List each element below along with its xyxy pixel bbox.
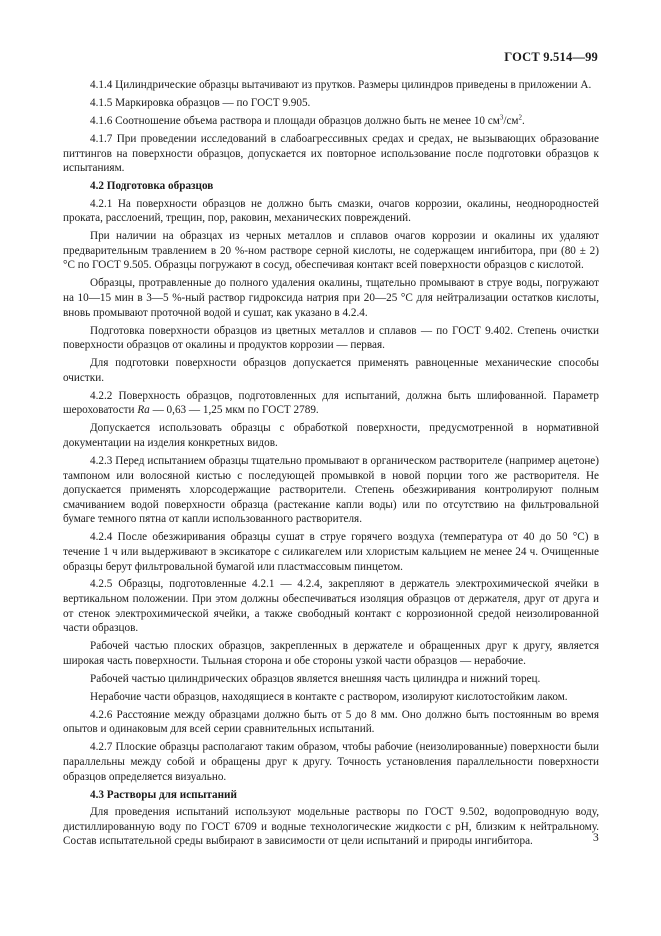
p416-sup-3: 3 [499,113,504,122]
paragraph-4-2-1: 4.2.1 На поверхности образцов не должно быть смазки, очагов коррозии, окалины, неоднородностей проката, расслоений, трещин, пор, раковин, механических повреждений. [63,197,599,225]
document-body [63,78,599,852]
paragraph-4-1-4: 4.1.4 Цилиндрические образцы вытачивают из прутков. Размеры цилиндров приведены в приложении А. [90,79,592,91]
p416-text: 4.1.6 Соотношение объема раствора и площади образцов должно быть не менее 10 см [90,114,500,127]
paragraph-4-2-6: 4.2.6 Расстояние между образцами должно быть от 5 до 8 мм. Оно должно быть постоянным во время опытов и одинаковым для всей серии сравнительных испытаний. [63,708,599,736]
p416-sup-2: 2 [518,113,523,122]
section-heading-4-2: 4.2 Подготовка образцов [90,180,214,193]
p416-end: . [522,114,525,127]
paragraph-4-2-5-c: Рабочей частью цилиндрических образцов является внешняя часть цилиндра и нижний торец. [90,672,541,685]
paragraph-4-2-1-c: Образцы, протравленные до полного удаления окалины, тщательно промывают в струе воды, погружают на 10—15 мин в 3—5 %-ный раствор гидроксида натрия при 20—25 °С для нейтрализации остатков кислоты, вновь промывают проточной водой и сушат, как указано в 4.2.4. [63,277,599,319]
section-heading-4-3: 4.3 Растворы для испытаний [90,788,237,801]
paragraph-4-2-5-b: Рабочей частью плоских образцов, закрепленных в держателе и обращенных друг к другу, является широкая часть поверхности. Тыльная сторона и обе стороны узкой части образцов — нерабочие. [63,640,599,667]
paragraph-4-1-6 [63,114,599,129]
paragraph-4-2-1-d: Подготовка поверхности образцов из цветных металлов и сплавов — по ГОСТ 9.402. Степень очистки поверхности образцов от окалины и продуктов коррозии — первая. [63,324,599,352]
paragraph-4-2-7: 4.2.7 Плоские образцы располагают таким образом, чтобы рабочие (неизолированные) поверхности были параллельны между собой и обращены друг к другу. Точность установления параллельности поверхности образцов определяется визуально. [63,741,599,783]
paragraph-4-2-4: 4.2.4 После обезжиривания образцы сушат в струе горячего воздуха (температура от 40 до 50 °С) в течение 1 ч или выдерживают в эксикаторе с силикагелем или хлористым кальцием не менее 24 ч. Очищенные образцы берут фильтровальной бумагой или пластмассовым пинцетом. [63,531,599,573]
p422-end: — 0,63 — 1,25 мкм по ГОСТ 2789. [149,404,319,417]
paragraph-4-2-2-c: Допускается использовать образцы с обработкой поверхности, предусмотренной в нормативной документации на изделия конкретных видов. [63,422,599,449]
paragraph-4-3: Для проведения испытаний используют модельные растворы по ГОСТ 9.502, водопроводную воду, дистиллированную воду по ГОСТ 6709 и водные технологические жидкости с рН, близким к нейтральному. Состав испытательной среды выбирают в зависимости от цели испытаний и природы ингибитора. [63,806,599,848]
p422-ra: Ra [137,404,150,417]
paragraph-4-2-5: 4.2.5 Образцы, подготовленные 4.2.1 — 4.2.4, закрепляют в держатель электрохимической ячейки в вертикальном положении. При этом должны обеспечиваться изоляция образцов от держателя, друг от друга и от стенок электрохимической ячейки, а также свободный контакт с коррозионной средой неизолированной части образцов. [63,578,599,635]
page-number: 3 [593,832,599,844]
p422-text: 4.2.2 Поверхность образцов, подготовленных для испытаний, должна быть шлифованной. Параметр шероховатости [63,389,599,417]
paragraph-4-2-5-d: Нерабочие части образцов, находящиеся в контакте с раствором, изолируют кислотостойким лаком. [90,690,568,703]
paragraph-4-2-1-b: При наличии на образцах из черных металлов и сплавов очагов коррозии и окалины их удаляют предварительным травлением в 20 %-ном растворе серной кислоты, не содержащем ингибитора, при (80 ± 2) °С по ГОСТ 9.505. Образцы погружают в сосуд, обеспечивая контакт всей поверхности образцов с кислотой. [63,230,599,272]
document-header: ГОСТ 9.514—99 [504,50,598,64]
p416-unit: /см [503,114,519,127]
paragraph-4-2-3: 4.2.3 Перед испытанием образцы тщательно промывают в органическом растворителе (например ацетоне) тампоном или волосяной кистью с последующей промывкой в новой порции того же растворителя. Не допускается применять хлорсодержащие растворители. Степень обезжиривания контролируют полным смачиванием водой поверхности образца (растекание капли воды) или по отсутствию на фильтровальной бумаге темного пятна от капли использованного растворителя. [63,454,599,526]
paragraph-4-2-1-e: Для подготовки поверхности образцов допускается применять равноценные механические способы очистки. [63,357,599,384]
paragraph-4-1-7: 4.1.7 При проведении исследований в слабоагрессивных средах и средах, не вызывающих образование питтингов на поверхности образцов, допускается их повторное использование после подготовки образцов к испытаниям. [63,132,599,175]
paragraph-4-2-2 [63,389,599,418]
paragraph-4-1-5: 4.1.5 Маркировка образцов — по ГОСТ 9.905. [90,96,311,109]
